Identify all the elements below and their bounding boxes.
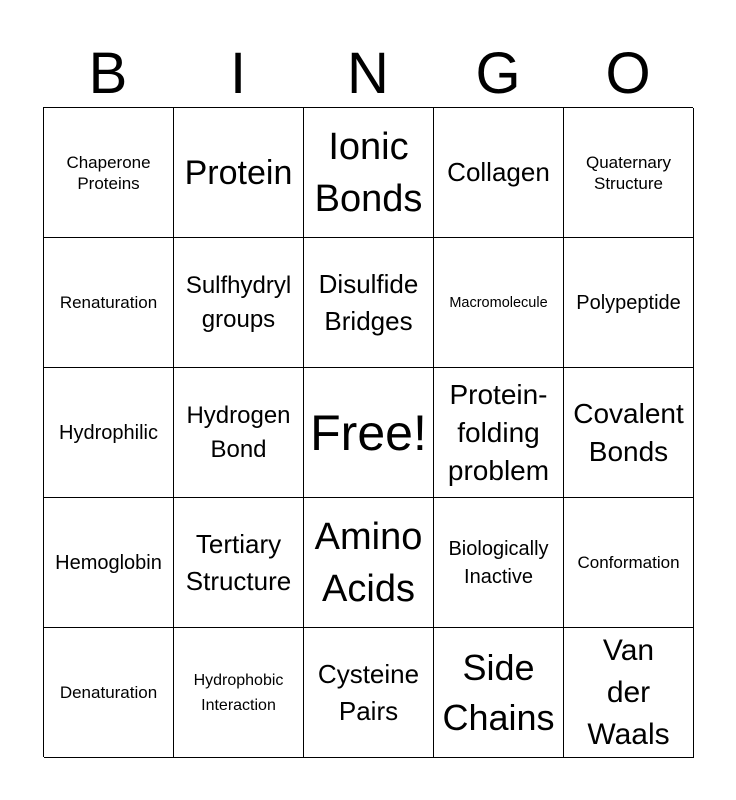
bingo-cell: Chaperone Proteins — [44, 108, 174, 238]
bingo-cell: Conformation — [564, 498, 694, 628]
header-letter-n: N — [347, 41, 389, 106]
bingo-cell: Disulfide Bridges — [304, 238, 434, 368]
bingo-cell: Protein — [174, 108, 304, 238]
bingo-cell-free: Free! — [304, 368, 434, 498]
bingo-grid — [43, 107, 693, 757]
header-letter-i: I — [229, 41, 247, 106]
bingo-cell: Denaturation — [44, 628, 174, 758]
bingo-cell: Tertiary Structure — [174, 498, 304, 628]
bingo-cell: Amino Acids — [304, 498, 434, 628]
bingo-cell: Hydrophilic — [44, 368, 174, 498]
bingo-cell: Polypeptide — [564, 238, 694, 368]
bingo-cell: Renaturation — [44, 238, 174, 368]
header-letter-o: O — [605, 41, 651, 106]
bingo-cell: Hemoglobin — [44, 498, 174, 628]
bingo-header — [43, 40, 693, 108]
bingo-cell: Quaternary Structure — [564, 108, 694, 238]
bingo-cell: Sulfhydryl groups — [174, 238, 304, 368]
bingo-cell: Cysteine Pairs — [304, 628, 434, 758]
bingo-cell: Hydrogen Bond — [174, 368, 304, 498]
bingo-cell: Covalent Bonds — [564, 368, 694, 498]
header-letter-g: G — [475, 41, 521, 106]
bingo-cell: Protein- folding problem — [434, 368, 564, 498]
bingo-cell: Side Chains — [434, 628, 564, 758]
bingo-cell: Biologically Inactive — [434, 498, 564, 628]
header-letter-b: B — [88, 41, 128, 106]
bingo-cell: Hydrophobic Interaction — [174, 628, 304, 758]
bingo-cell: Van der Waals — [564, 628, 694, 758]
bingo-cell: Ionic Bonds — [304, 108, 434, 238]
bingo-cell: Collagen — [434, 108, 564, 238]
bingo-cell: Macromolecule — [434, 238, 564, 368]
